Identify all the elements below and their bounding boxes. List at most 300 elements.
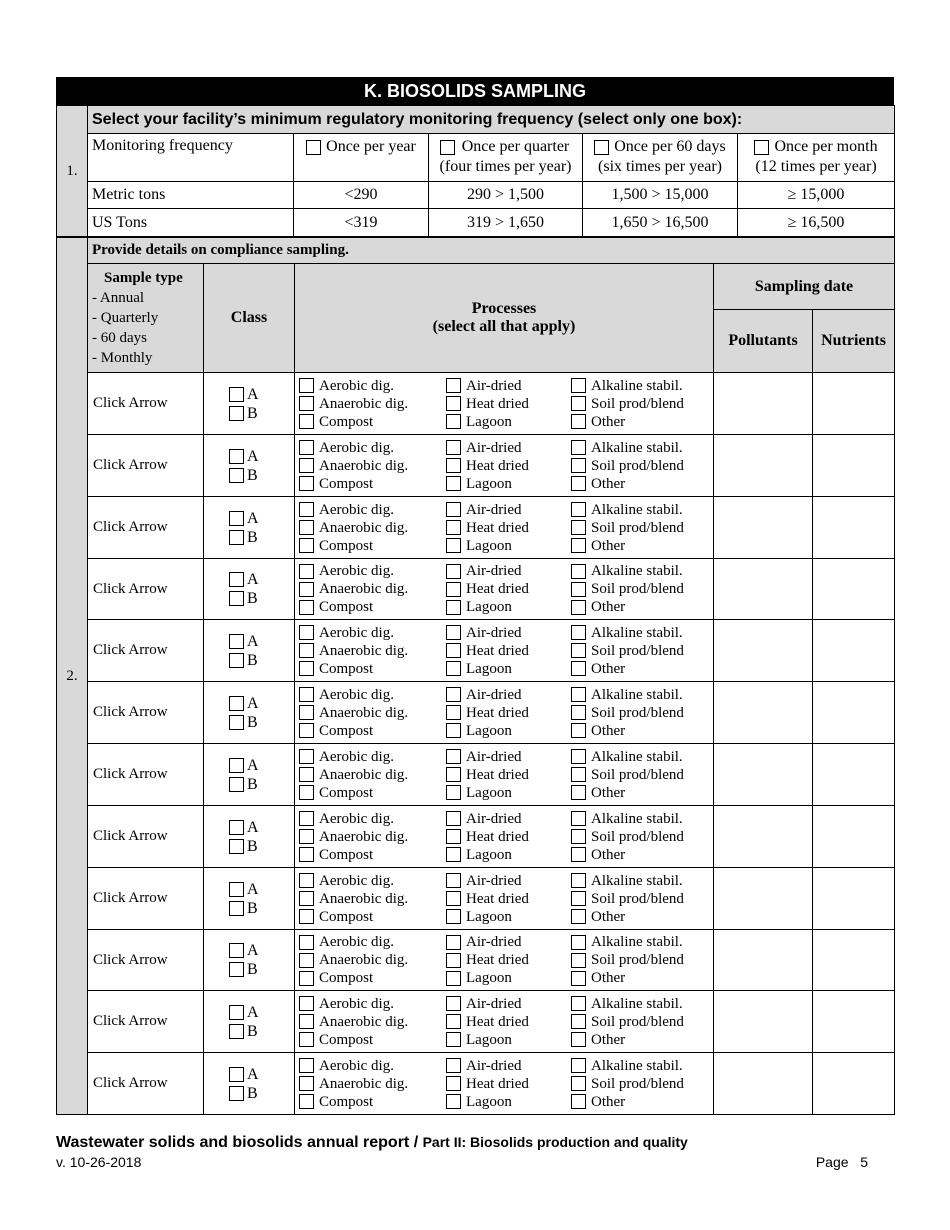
class-a-checkbox[interactable] [229,572,244,587]
pollutants-date-field[interactable] [714,373,813,435]
process-label: Aerobic dig. [319,1057,394,1074]
sample-type-dropdown[interactable]: Click Arrow [88,435,204,497]
process-checkbox[interactable] [299,847,314,862]
process-checkbox[interactable] [299,935,314,950]
process-checkbox[interactable] [299,873,314,888]
class-a-checkbox[interactable] [229,943,244,958]
once-per-month-checkbox[interactable] [754,140,769,155]
class-a-checkbox[interactable] [229,820,244,835]
processes-title: Processes [471,300,537,317]
process-checkbox[interactable] [446,440,461,455]
process-label: Soil prod/blend [591,828,684,845]
process-checkbox[interactable] [571,847,586,862]
process-checkbox[interactable] [299,440,314,455]
process-checkbox[interactable] [299,785,314,800]
class-b-checkbox[interactable] [229,653,244,668]
process-label: Air-dried [466,624,522,641]
process-checkbox[interactable] [446,811,461,826]
process-checkbox[interactable] [571,1058,586,1073]
process-label: Lagoon [466,722,512,739]
class-option-label: A [247,818,259,836]
process-checkbox[interactable] [571,1076,586,1091]
class-b-checkbox[interactable] [229,901,244,916]
class-header: Class [204,264,295,373]
process-checkbox[interactable] [299,458,314,473]
sample-type-dropdown[interactable]: Click Arrow [88,620,204,682]
process-options [295,930,714,991]
process-checkbox[interactable] [446,847,461,862]
process-checkbox[interactable] [446,1058,461,1073]
process-checkbox[interactable] [299,687,314,702]
process-label: Compost [319,722,374,739]
process-checkbox[interactable] [299,661,314,676]
process-checkbox[interactable] [299,996,314,1011]
process-checkbox[interactable] [299,891,314,906]
process-label: Soil prod/blend [591,581,684,597]
process-label: Compost [319,475,374,492]
process-checkbox[interactable] [571,414,586,429]
pollutants-date-field[interactable] [714,559,813,620]
process-checkbox[interactable] [299,811,314,826]
row-label-monitoring-frequency: Monitoring frequency [88,134,294,182]
metric-tons-value: 1,500 > 15,000 [583,182,738,209]
pollutants-date-field[interactable] [714,435,813,497]
nutrients-date-field[interactable] [813,868,895,930]
process-checkbox[interactable] [299,396,314,411]
process-checkbox[interactable] [299,1058,314,1073]
pollutants-date-field[interactable] [714,868,813,930]
process-checkbox[interactable] [446,538,461,553]
process-label: Aerobic dig. [319,686,394,703]
version-label: v. 10-26-2018 [56,1154,142,1170]
class-a-checkbox[interactable] [229,511,244,526]
sample-type-option: - 60 days [92,330,147,346]
process-checkbox[interactable] [446,873,461,888]
process-checkbox[interactable] [446,953,461,968]
process-checkbox[interactable] [299,909,314,924]
process-checkbox[interactable] [446,996,461,1011]
nutrients-date-field[interactable] [813,930,895,991]
process-checkbox[interactable] [571,767,586,782]
process-checkbox[interactable] [299,520,314,535]
process-checkbox[interactable] [299,749,314,764]
process-checkbox[interactable] [571,378,586,393]
process-checkbox[interactable] [446,749,461,764]
class-b-checkbox[interactable] [229,962,244,977]
sample-type-dropdown[interactable]: Click Arrow [88,868,204,930]
class-a-checkbox[interactable] [229,1067,244,1082]
process-checkbox[interactable] [446,625,461,640]
process-checkbox[interactable] [299,953,314,968]
class-a-checkbox[interactable] [229,882,244,897]
process-checkbox[interactable] [571,643,586,658]
process-checkbox[interactable] [446,643,461,658]
nutrients-date-field[interactable] [813,497,895,559]
section-title: K. BIOSOLIDS SAMPLING [56,77,894,105]
class-option-label: A [247,447,259,465]
process-label: Heat dried [466,952,529,968]
process-label: Alkaline stabil. [591,686,683,703]
class-b-checkbox[interactable] [229,839,244,854]
class-option-label: A [247,632,259,650]
process-checkbox[interactable] [571,749,586,764]
pollutants-date-field[interactable] [714,744,813,806]
process-checkbox[interactable] [446,564,461,579]
sample-type-dropdown[interactable]: Click Arrow [88,497,204,559]
process-checkbox[interactable] [446,396,461,411]
nutrients-date-field[interactable] [813,744,895,806]
process-checkbox[interactable] [571,458,586,473]
class-option-label: A [247,1065,259,1083]
process-label: Lagoon [466,599,512,615]
process-label: Other [591,413,626,430]
us-tons-value: ≥ 16,500 [738,209,895,237]
process-checkbox[interactable] [446,687,461,702]
class-b-checkbox[interactable] [229,406,244,421]
process-checkbox[interactable] [571,538,586,553]
process-checkbox[interactable] [446,476,461,491]
frequency-option-label: Once per quarter [461,138,570,155]
sample-type-option: - Quarterly [92,310,159,326]
process-checkbox[interactable] [299,538,314,553]
process-label: Lagoon [466,413,512,430]
sampling-row [57,373,895,435]
class-a-checkbox[interactable] [229,758,244,773]
process-checkbox[interactable] [571,440,586,455]
process-label: Other [591,599,626,615]
process-checkbox[interactable] [299,502,314,517]
process-label: Alkaline stabil. [591,995,683,1012]
process-checkbox[interactable] [571,873,586,888]
process-label: Heat dried [466,1013,529,1030]
process-checkbox[interactable] [571,564,586,579]
process-checkbox[interactable] [446,1014,461,1029]
class-options [204,744,295,806]
sample-type-dropdown[interactable]: Click Arrow [88,806,204,868]
process-checkbox[interactable] [299,723,314,738]
sample-type-dropdown[interactable]: Click Arrow [88,559,204,620]
process-checkbox[interactable] [299,829,314,844]
class-a-checkbox[interactable] [229,387,244,402]
process-checkbox[interactable] [571,891,586,906]
page-number: Page 5 [815,1154,868,1170]
process-label: Aerobic dig. [319,501,394,518]
process-checkbox[interactable] [299,476,314,491]
process-checkbox[interactable] [571,1014,586,1029]
process-checkbox[interactable] [571,396,586,411]
nutrients-date-field[interactable] [813,682,895,744]
nutrients-header: Nutrients [813,310,895,373]
class-option-label: A [247,385,259,403]
row-label-metric-tons: Metric tons [88,182,294,209]
class-options [204,806,295,868]
us-tons-value: 319 > 1,650 [429,209,583,237]
process-label: Air-dried [466,1057,522,1074]
class-a-checkbox[interactable] [229,1005,244,1020]
class-b-checkbox[interactable] [229,591,244,606]
sample-type-option: - Monthly [92,350,153,366]
class-b-checkbox[interactable] [229,1024,244,1039]
process-label: Heat dried [466,519,529,536]
class-option-label: B [247,899,258,917]
process-label: Other [591,722,626,739]
pollutants-date-field[interactable] [714,682,813,744]
nutrients-date-field[interactable] [813,620,895,682]
process-checkbox[interactable] [299,705,314,720]
process-options [295,868,714,930]
process-label: Anaerobic dig. [319,828,409,845]
process-checkbox[interactable] [299,1076,314,1091]
process-checkbox[interactable] [571,723,586,738]
pollutants-date-field[interactable] [714,1053,813,1115]
class-option-label: B [247,1022,258,1040]
nutrients-date-field[interactable] [813,806,895,868]
process-label: Other [591,846,626,863]
process-checkbox[interactable] [299,582,314,597]
process-label: Aerobic dig. [319,872,394,889]
once-per-quarter-checkbox[interactable] [440,140,455,155]
process-label: Anaerobic dig. [319,642,409,659]
process-checkbox[interactable] [446,705,461,720]
process-options [295,1053,714,1115]
class-a-checkbox[interactable] [229,449,244,464]
process-label: Lagoon [466,846,512,863]
pollutants-date-field[interactable] [714,620,813,682]
sample-type-dropdown[interactable]: Click Arrow [88,1053,204,1115]
once-per-60-days-checkbox[interactable] [594,140,609,155]
process-checkbox[interactable] [446,935,461,950]
process-label: Alkaline stabil. [591,563,683,579]
process-checkbox[interactable] [571,971,586,986]
process-label: Anaerobic dig. [319,952,409,968]
process-label: Compost [319,1093,374,1110]
process-checkbox[interactable] [299,1094,314,1109]
process-checkbox[interactable] [446,661,461,676]
process-label: Anaerobic dig. [319,704,409,721]
process-checkbox[interactable] [571,909,586,924]
class-option-label: A [247,942,259,959]
process-label: Compost [319,846,374,863]
process-checkbox[interactable] [571,476,586,491]
pollutants-date-field[interactable] [714,930,813,991]
sample-type-dropdown[interactable]: Click Arrow [88,682,204,744]
process-checkbox[interactable] [571,953,586,968]
class-option-label: B [247,775,258,793]
title-separator: / [409,1134,423,1151]
process-checkbox[interactable] [571,600,586,615]
process-label: Lagoon [466,660,512,677]
once-per-year-checkbox[interactable] [306,140,321,155]
process-options [295,744,714,806]
monitoring-frequency-table [56,105,895,237]
process-checkbox[interactable] [571,687,586,702]
nutrients-date-field[interactable] [813,559,895,620]
pollutants-date-field[interactable] [714,991,813,1053]
process-checkbox[interactable] [299,600,314,615]
process-checkbox[interactable] [571,935,586,950]
process-checkbox[interactable] [571,785,586,800]
question-2-instruction: Provide details on compliance sampling. [88,238,895,264]
process-label: Soil prod/blend [591,952,684,968]
process-label: Heat dried [466,457,529,474]
process-checkbox[interactable] [446,909,461,924]
process-label: Anaerobic dig. [319,395,409,412]
process-checkbox[interactable] [446,458,461,473]
process-label: Compost [319,537,374,554]
sample-type-option: - Annual [92,290,145,306]
sampling-row [57,559,895,620]
process-checkbox[interactable] [299,564,314,579]
question-2-number: 2. [57,238,88,1115]
class-options [204,373,295,435]
class-option-label: B [247,590,258,607]
process-label: Heat dried [466,395,529,412]
compliance-sampling-table [56,237,895,1115]
process-label: Soil prod/blend [591,704,684,721]
pollutants-date-field[interactable] [714,497,813,559]
process-label: Lagoon [466,970,512,986]
process-label: Soil prod/blend [591,519,684,536]
class-b-checkbox[interactable] [229,1086,244,1101]
pollutants-date-field[interactable] [714,806,813,868]
process-checkbox[interactable] [446,378,461,393]
process-checkbox[interactable] [446,767,461,782]
process-checkbox[interactable] [299,643,314,658]
report-title: Wastewater solids and biosolids annual report [56,1134,410,1151]
sample-type-dropdown[interactable]: Click Arrow [88,930,204,991]
process-checkbox[interactable] [571,829,586,844]
processes-header [295,264,714,373]
class-a-checkbox[interactable] [229,634,244,649]
process-checkbox[interactable] [446,502,461,517]
process-label: Lagoon [466,1031,512,1048]
process-label: Aerobic dig. [319,810,394,827]
process-options [295,435,714,497]
process-label: Lagoon [466,475,512,492]
class-option-label: B [247,837,258,855]
process-checkbox[interactable] [571,582,586,597]
process-checkbox[interactable] [446,1032,461,1047]
nutrients-date-field[interactable] [813,1053,895,1115]
process-checkbox[interactable] [571,705,586,720]
process-checkbox[interactable] [571,811,586,826]
metric-tons-value: <290 [294,182,429,209]
class-options [204,559,295,620]
footer-title [56,1134,688,1152]
process-label: Soil prod/blend [591,766,684,783]
sampling-row [57,682,895,744]
process-label: Air-dried [466,934,522,950]
frequency-option-once-per-quarter [429,134,583,182]
process-checkbox[interactable] [571,661,586,676]
class-options [204,1053,295,1115]
process-checkbox[interactable] [446,785,461,800]
sample-type-dropdown[interactable]: Click Arrow [88,744,204,806]
process-checkbox[interactable] [571,996,586,1011]
class-a-checkbox[interactable] [229,696,244,711]
process-label: Compost [319,784,374,801]
process-checkbox[interactable] [571,1094,586,1109]
process-label: Soil prod/blend [591,1075,684,1092]
process-label: Air-dried [466,872,522,889]
sampling-row [57,744,895,806]
process-label: Alkaline stabil. [591,810,683,827]
class-option-label: B [247,528,258,546]
class-b-checkbox[interactable] [229,715,244,730]
class-b-checkbox[interactable] [229,468,244,483]
process-label: Alkaline stabil. [591,624,683,641]
process-options [295,373,714,435]
class-option-label: B [247,651,258,669]
process-checkbox[interactable] [299,767,314,782]
process-label: Aerobic dig. [319,624,394,641]
process-label: Aerobic dig. [319,439,394,456]
process-label: Alkaline stabil. [591,377,683,394]
class-options [204,930,295,991]
frequency-option-once-per-60-days [583,134,738,182]
process-checkbox[interactable] [299,1014,314,1029]
sampling-row [57,991,895,1053]
nutrients-date-field[interactable] [813,373,895,435]
process-checkbox[interactable] [571,1032,586,1047]
process-label: Air-dried [466,810,522,827]
process-checkbox[interactable] [299,414,314,429]
process-options [295,806,714,868]
nutrients-date-field[interactable] [813,435,895,497]
sample-type-dropdown[interactable]: Click Arrow [88,991,204,1053]
row-label-us-tons: US Tons [88,209,294,237]
process-checkbox[interactable] [446,829,461,844]
process-checkbox[interactable] [299,625,314,640]
class-options [204,497,295,559]
process-checkbox[interactable] [446,971,461,986]
process-checkbox[interactable] [446,1076,461,1091]
process-label: Compost [319,413,374,430]
sample-type-dropdown[interactable]: Click Arrow [88,373,204,435]
process-label: Heat dried [466,704,529,721]
report-subtitle: Part II: Biosolids production and quality [422,1134,688,1150]
class-b-checkbox[interactable] [229,777,244,792]
process-checkbox[interactable] [571,625,586,640]
process-checkbox[interactable] [446,723,461,738]
process-checkbox[interactable] [571,502,586,517]
process-checkbox[interactable] [446,414,461,429]
process-label: Alkaline stabil. [591,934,683,950]
process-checkbox[interactable] [299,378,314,393]
process-label: Anaerobic dig. [319,581,409,597]
process-checkbox[interactable] [446,600,461,615]
process-checkbox[interactable] [299,971,314,986]
process-checkbox[interactable] [446,891,461,906]
process-checkbox[interactable] [299,1032,314,1047]
us-tons-value: 1,650 > 16,500 [583,209,738,237]
class-b-checkbox[interactable] [229,530,244,545]
process-label: Air-dried [466,439,522,456]
class-option-label: A [247,509,259,527]
nutrients-date-field[interactable] [813,991,895,1053]
process-checkbox[interactable] [571,520,586,535]
process-checkbox[interactable] [446,582,461,597]
process-label: Aerobic dig. [319,934,394,950]
process-label: Heat dried [466,890,529,907]
process-checkbox[interactable] [446,1094,461,1109]
process-label: Aerobic dig. [319,563,394,579]
process-label: Aerobic dig. [319,377,394,394]
class-options [204,991,295,1053]
class-option-label: A [247,1003,259,1021]
process-label: Lagoon [466,784,512,801]
process-checkbox[interactable] [446,520,461,535]
